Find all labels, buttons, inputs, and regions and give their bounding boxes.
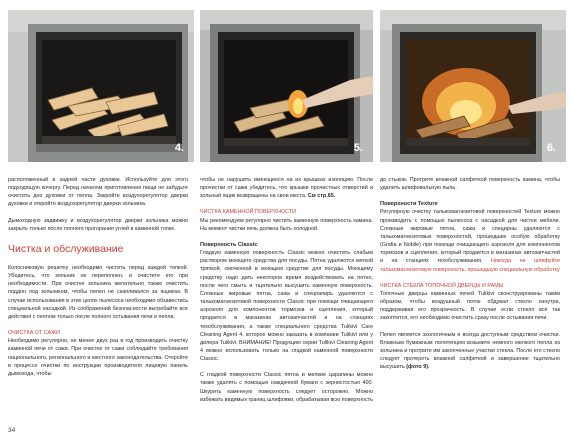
warning-text: Никогда не шлифуйте талькомагнезитовую поверхность, прошедшую специальную обработку — [380, 258, 560, 273]
photo-fireplace-burning — [380, 10, 566, 162]
photo-reference: (фото 9). — [406, 364, 430, 371]
paragraph — [380, 208, 560, 273]
text-column-1 — [8, 176, 188, 378]
paragraph-text: Пепел является экологичным и всегда доступным средством очистки. Влажным бумажным полотенцем возьмите немного мелкого пепла из зольника и протрите им закопченные участки стекла. После его стекло следует протереть влажной салфеткой и завершение тщательно высушить — [380, 331, 560, 371]
photo-burning-image — [380, 10, 566, 162]
photo-firewood-image — [8, 10, 194, 162]
subheading: Поверхности Texture — [380, 201, 438, 208]
paragraph: С гладкой поверхности Classic пятна и мелкие царапины можно также удалять с помощью наждачной бумаги с зернистостью 400. Шкурить каменную поверхность следует осторожно. Можно избежать видимых границ шлифовки, обрабатывая всю поверхность — [200, 372, 373, 403]
photo-fireplace-firewood — [8, 10, 194, 162]
paragraph — [380, 331, 560, 372]
text-column-3 — [380, 176, 560, 371]
subheading: ЧИСТКА СТЕКЛА ТОПОЧНОЙ ДВЕРЦЫ И РАМЫ — [380, 282, 504, 289]
photo-fireplace-lighting — [200, 10, 373, 162]
photo-number: 5. — [353, 142, 363, 154]
text-column-2 — [200, 176, 373, 404]
paragraph: Мы рекомендуем регулярно чистить каменную поверхность камина. На момент чистки печь должна быть холодной. — [200, 217, 373, 232]
paragraph — [200, 176, 373, 200]
paragraph: до стыков. Протрите влажной салфеткой поверхность камина, чтобы удалить шлифовальную пыль. — [380, 177, 560, 192]
subheading: ОЧИСТКА ОТ САЖИ — [8, 330, 60, 337]
paragraph-text: чтобы не нарушить имеющееся на их крышках изоляцию. После прочистки от сажи убедитесь, что крышки прочистных отверстий и зольный ящик возвращены на свои места. — [200, 177, 373, 200]
photo-lighting-image — [200, 10, 373, 162]
paragraph: Колосниковую решетку необходимо чистить перед каждой топкой. Убедитесь, что зольник не переполнен, и очистите его при необходимости. При очистке зольника желательно также очистить поддон под зольником, чтобы пепел не скапливался за ящиком. В случае использования в этих целях пылесоса необходимо обзавестись специальной насадкой. Из соображений безопасности выгребайте все действия с пеплом только после полного остывания печи и пепла. — [8, 264, 188, 320]
page-reference: См стр.65. — [307, 193, 336, 200]
paragraph: Дымоходную задвижку и воздухорегулятор дверки зольника можно закрыть только после полного прогорания углей в каминной топке. — [8, 217, 188, 232]
paragraph-text: Регулярную очистку талькомагнезитовой поверхностей Texture можно производить с помощью пылесоса с насадкой для чистки мебели. Сложные жировые пятна, сажа и специрны удаляются с талькомагнезитовых поверхностей, прошедших особую обработку (Grafia и Nobile) при помощи очищающего аэрозоля для компонентов тормозов и сцепления, который продается в магазинах автозапчастей и на станциях техобслуживания. — [380, 209, 560, 265]
paragraph: расположенный в задней части духовки. Используйте для этого подходящую кочергу. Перед началом приготовления пищи не забудьте очистить дно духовки от пепла. Закройте воздухорегулятор дверки духовки и откройте воздухорегулятор дверки зольника. — [8, 177, 188, 208]
subheading: Поверхность Classic — [200, 241, 258, 248]
paragraph: Гладкую каменную поверхность Classic можно очистить слабым раствором моющего средства для посуды. Пятна удаляются мягкой тряпкой, смоченной в моющем средстве для посуды. Моющему средству надо дать некоторое время воздействовать на пятно, после чего смыть и тщательно высушить каменную поверхность. Сложные жировые пятна, сажа и спецпапирь удаляются с талькомагнезитовой поверхности Classic при помощи очищающего аэрозоля для компонентов тормозов и сцепления, который продается в магазинах автозапчастей и на станциях техобслуживания, а также специального средства Tulikivi Care Cleaning Agent 4, которое можно заказать в компании Tulikivi или у дилера Tulikivi. ВНИМАНИЕ! Продукцию серии Tulikivi Cleaning Agent 4 можно использовать только на гладкой каменной поверхности Classic. — [200, 250, 374, 363]
subheading: ЧИСТКА КАМЕННОЙ ПОВЕРХНОСТИ — [200, 209, 297, 216]
photo-number: 6. — [546, 142, 556, 154]
photo-number: 4. — [174, 142, 184, 154]
paragraph: Топочные дверцы каминных печей Tulikivi сконструированы таким образом, чтобы воздушный поток обдувал стекло изнутри, поддерживая его прозрачность. В случае если стекло всё так закоптится, его необходимо очистить сразу после остывания печи. — [380, 290, 560, 322]
paragraph: Необходимо регулярно, не менее двух раз в год производить очистку каминной печи от сажи. При очистке от сажи соблюдайте требования национального, регионального и местного законодательства. Откройте в процессе очистки по инструкции производителя лицевую панель дымохода, чтобы — [8, 338, 188, 377]
page-number: 34 — [8, 427, 16, 434]
section-heading: Чистка и обслуживание — [8, 242, 124, 255]
